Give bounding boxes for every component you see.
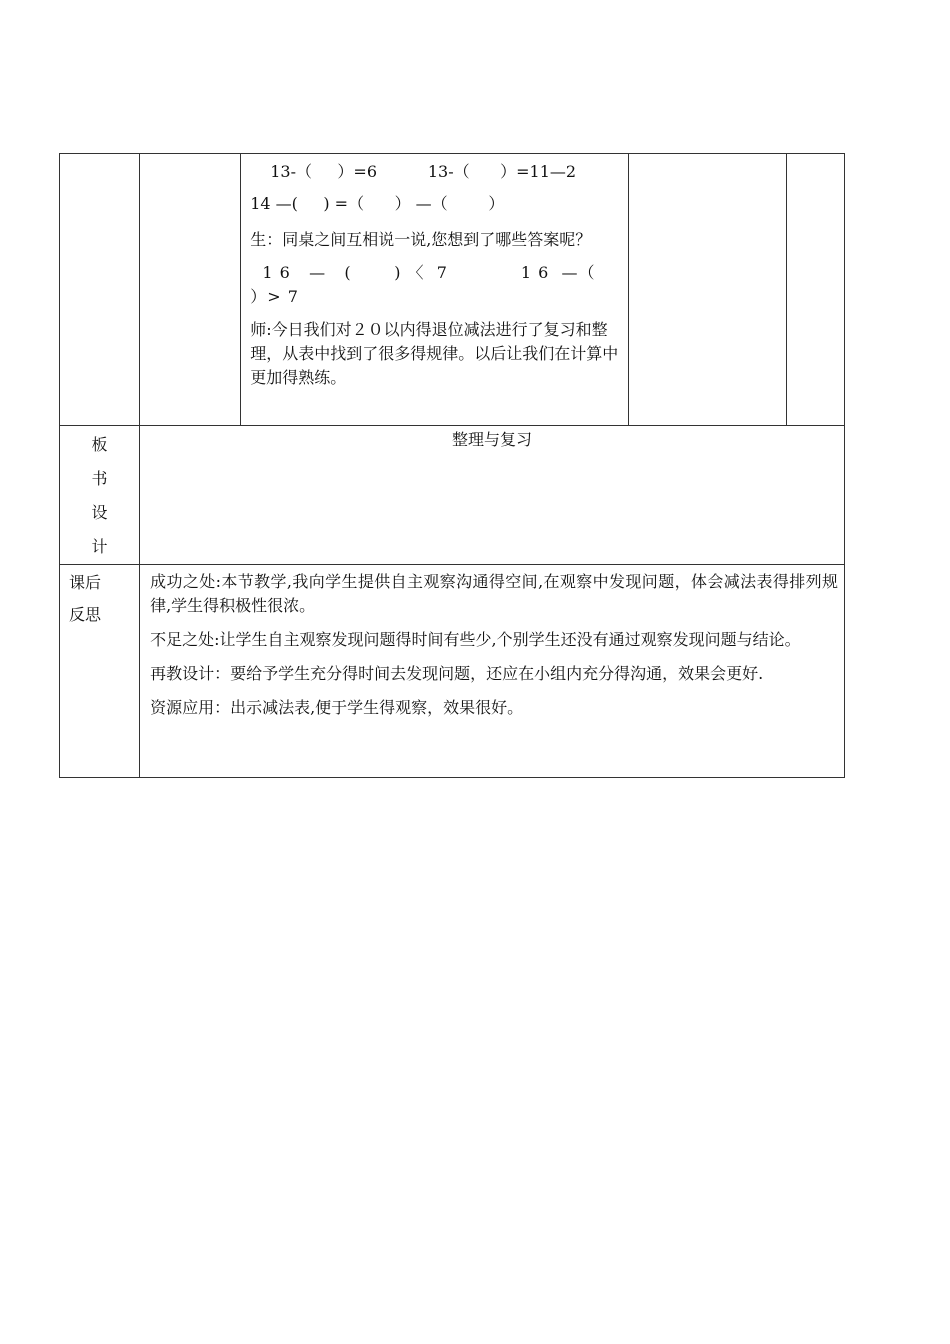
exercise-line-3: 1 6 — ( ) 〈 7 1 6 —（ ）> 7 bbox=[250, 263, 620, 306]
reflection-label: 课后 反思 bbox=[60, 565, 140, 778]
empty-cell-b bbox=[140, 154, 241, 426]
exercise-line-2: 14 —( ) =（ ） —（ ） bbox=[250, 194, 505, 213]
empty-cell-e bbox=[786, 154, 844, 426]
empty-cell-a bbox=[60, 154, 140, 426]
teaching-process-row bbox=[60, 154, 845, 426]
reflection-resources: 资源应用：出示减法表,便于学生得观察，效果很好。 bbox=[150, 698, 524, 717]
student-prompt: 生：同桌之间互相说一说,您想到了哪些答案呢？ bbox=[250, 230, 592, 249]
board-design-row bbox=[60, 426, 845, 565]
reflection-content bbox=[140, 565, 845, 778]
board-design-title: 整理与复习 bbox=[140, 426, 845, 565]
reflection-success: 成功之处:本节教学,我向学生提供自主观察沟通得空间,在观察中发现问题，体会减法表得排列规律,学生得积极性很浓。 bbox=[150, 572, 838, 615]
board-design-label: 板 书 设 计 bbox=[60, 426, 140, 565]
empty-cell-d bbox=[628, 154, 786, 426]
lesson-plan-table bbox=[59, 153, 845, 778]
process-cell bbox=[241, 154, 628, 426]
reflection-redesign: 再教设计：要给予学生充分得时间去发现问题，还应在小组内充分得沟通，效果会更好. bbox=[150, 664, 764, 683]
teacher-summary: 师:今日我们对２０以内得退位减法进行了复习和整理，从表中找到了很多得规律。以后让我们在计算中更加得熟练。 bbox=[250, 320, 619, 387]
reflection-row bbox=[60, 565, 845, 778]
reflection-shortcoming: 不足之处:让学生自主观察发现问题得时间有些少,个别学生还没有通过观察发现问题与结论。 bbox=[150, 630, 801, 649]
exercise-line-1: 13-（ ）=6 13-（ ）=11—2 bbox=[270, 162, 577, 181]
